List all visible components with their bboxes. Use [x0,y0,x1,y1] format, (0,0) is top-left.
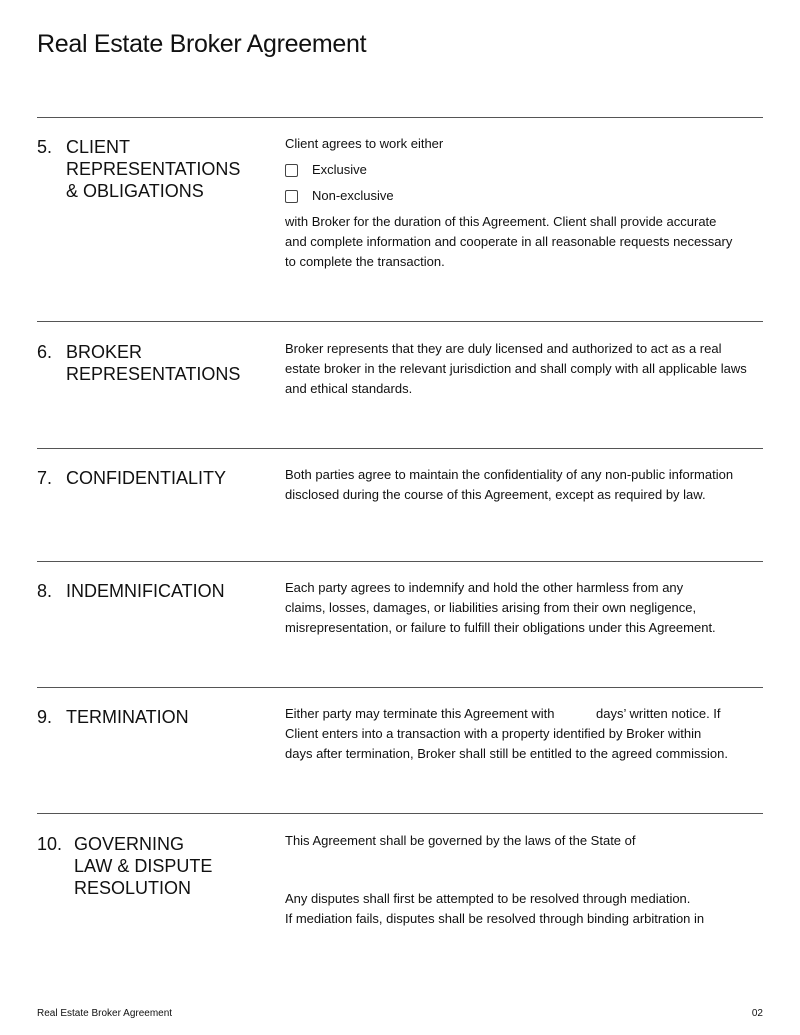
section-divider [37,561,763,562]
non-exclusive-checkbox[interactable] [285,190,298,203]
body-line: Any disputes shall first be attempted to be resolved through mediation. [285,891,691,906]
heading-line: LAW & DISPUTE [74,856,213,876]
governing-law-text: This Agreement shall be governed by the laws of the State of [285,833,636,848]
section-body [285,724,765,764]
page-number: 02 [751,1008,763,1019]
body-line: If mediation fails, disputes shall be resolved through binding arbitration in [285,911,705,926]
option-label: Non-exclusive [312,188,394,203]
document-title: Real Estate Broker Agreement [37,30,367,58]
section-body [285,465,765,505]
section-heading [66,467,256,489]
body-line: and ethical standards. [285,381,413,396]
heading-line: REPRESENTATIONS [66,364,241,384]
section-body [285,578,765,638]
section-heading [66,136,256,202]
section-number: 7. [37,468,53,488]
section-body [285,889,765,929]
section-number: 8. [37,581,53,601]
heading-line: RESOLUTION [74,878,192,898]
heading-line: CLIENT [66,137,131,157]
section-body [285,212,765,272]
section-divider [37,687,763,688]
body-line: Both parties agree to maintain the confidentiality of any non-public information [285,467,734,482]
body-line: Broker represents that they are duly licensed and authorized to act as a real [285,341,722,356]
section-divider [37,813,763,814]
section-heading [74,833,264,899]
body-line: to complete the transaction. [285,254,445,269]
body-line: Client enters into a transaction with a property identified by Broker within [285,726,702,741]
termination-text-part2: days’ written notice. If [596,706,721,721]
exclusive-checkbox[interactable] [285,164,298,177]
section-divider [37,117,763,118]
heading-line: BROKER [66,342,143,362]
section-divider [37,321,763,322]
section-number: 10. [37,834,63,854]
body-line: estate broker in the relevant jurisdiction and shall comply with all applicable laws [285,361,747,376]
option-label: Exclusive [312,162,367,177]
section-number: 5. [37,137,53,157]
heading-line: REPRESENTATIONS [66,159,241,179]
heading-line: GOVERNING [74,834,185,854]
section-heading [66,706,256,728]
section-number: 9. [37,707,53,727]
section-heading [66,580,256,602]
section-divider [37,448,763,449]
body-line: disclosed during the course of this Agreement, except as required by law. [285,487,706,502]
body-line: Each party agrees to indemnify and hold the other harmless from any [285,580,684,595]
section-body [285,339,765,399]
section-intro: Client agrees to work either [285,136,444,151]
section-heading [66,341,256,385]
option-exclusive[interactable] [285,160,367,180]
body-line: with Broker for the duration of this Agreement. Client shall provide accurate [285,214,717,229]
termination-text-part1: Either party may terminate this Agreement with [285,706,555,721]
heading-line: CONFIDENTIALITY [66,468,227,488]
body-line: days after termination, Broker shall still be entitled to the agreed commission. [285,746,728,761]
heading-line: & OBLIGATIONS [66,181,204,201]
footer-title: Real Estate Broker Agreement [37,1008,173,1019]
body-line: and complete information and cooperate in all reasonable requests necessary [285,234,733,249]
heading-line: INDEMNIFICATION [66,581,225,601]
section-number: 6. [37,342,53,362]
body-line: misrepresentation, or failure to fulfill their obligations under this Agreement. [285,620,716,635]
body-line: claims, losses, damages, or liabilities arising from their own negligence, [285,600,697,615]
option-non-exclusive[interactable] [285,186,394,206]
heading-line: TERMINATION [66,707,189,727]
